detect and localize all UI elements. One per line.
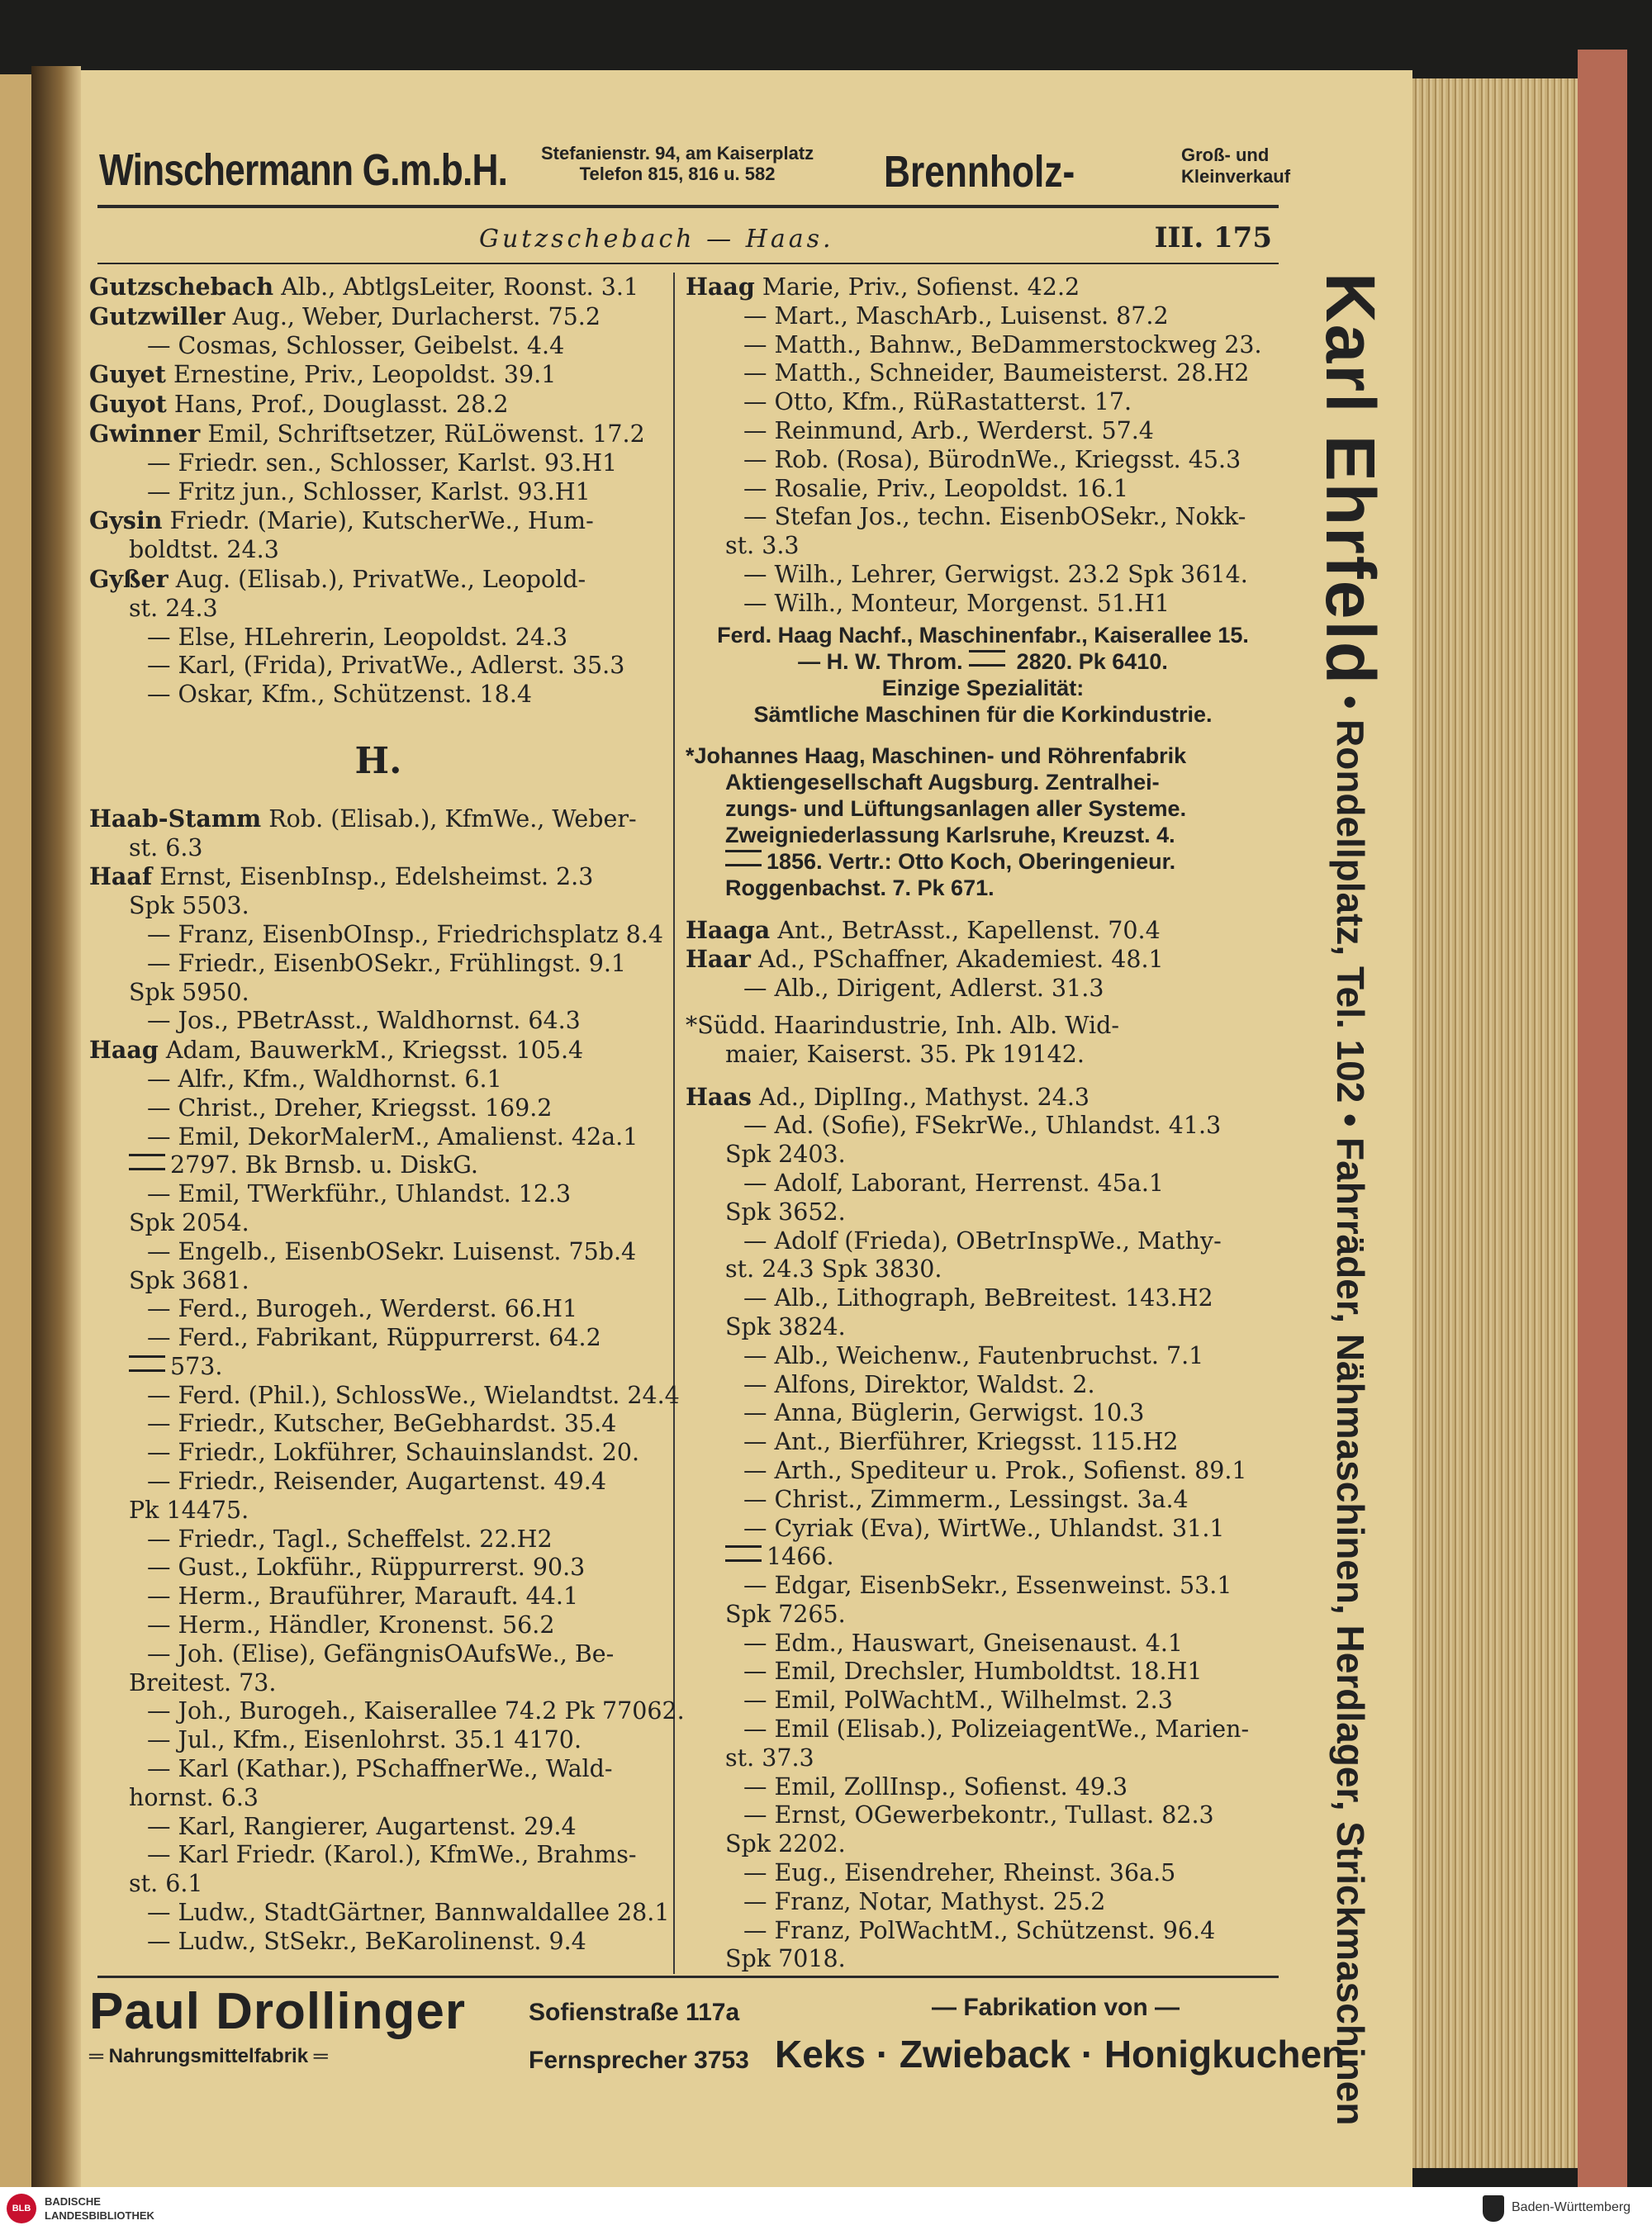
entry-text: — Emil, ZollInsp., Sofienst. 49.3	[743, 1772, 1128, 1801]
ad-haag-line2-name: — H. W. Throm.	[798, 648, 963, 674]
entry-text: — Friedr., Kutscher, BeGebhardst. 35.4	[147, 1410, 617, 1438]
entry-text: — Herm., Brauführer, Marauft. 44.1	[147, 1582, 579, 1611]
footer-ad	[89, 1982, 1346, 2081]
book-gutter	[31, 66, 81, 2205]
entry-text: — Ant., Bierführer, Kriegsst. 115.H2	[743, 1428, 1179, 1456]
telephone-icon	[129, 1154, 165, 1170]
directory-entry	[89, 1784, 667, 1813]
entry-surname: Gwinner	[89, 419, 201, 448]
directory-entry	[686, 1255, 1280, 1284]
page-edges	[1412, 78, 1578, 2168]
entry-text: — Joh. (Elise), GefängnisOAufsWe., Be-	[147, 1639, 615, 1668]
entry-text: — Alb., Lithograph, BeBreitest. 143.H2	[743, 1284, 1213, 1312]
directory-entry	[686, 331, 1280, 360]
entry-text: — Engelb., EisenbOSekr. Luisenst. 75b.4	[147, 1237, 637, 1265]
running-head	[99, 221, 1272, 261]
directory-entry	[89, 1611, 667, 1640]
directory-entry	[89, 1726, 667, 1755]
entry-text: st. 6.3	[129, 833, 203, 861]
directory-entry	[686, 359, 1280, 388]
directory-entry	[89, 1123, 667, 1152]
entry-text: st. 3.3	[725, 532, 800, 560]
entry-text: — Joh., Burogeh., Kaiserallee 74.2 Pk 77062.	[147, 1697, 685, 1725]
section-letter: H.	[354, 739, 402, 782]
entry-text: st. 37.3	[725, 1744, 814, 1772]
ad-johannes-line3: zungs- und Lüftungsanlagen aller Systeme.	[725, 795, 1187, 821]
ad-sudd-haarindustrie	[686, 1012, 1280, 1070]
entry-text: — Arth., Spediteur u. Prok., Sofienst. 89.1	[743, 1456, 1247, 1484]
entries-haag	[686, 273, 1280, 619]
directory-entry	[89, 652, 667, 681]
directory-entry	[686, 532, 1280, 561]
footer-fabrication: — Fabrikation von —	[932, 1994, 1180, 2021]
directory-entry	[89, 1267, 667, 1296]
entry-text: Spk 3681.	[129, 1266, 249, 1294]
header-product-sub1: Groß- und	[1181, 145, 1270, 165]
book-cover	[1578, 50, 1627, 2197]
directory-entry	[89, 273, 667, 302]
page-number: III. 175	[1154, 221, 1272, 254]
directory-entry	[89, 332, 667, 361]
entry-text: — Franz, Notar, Mathyst. 25.2	[743, 1887, 1106, 1915]
entry-text: Aug. (Elisab.), PrivatWe., Leopold-	[175, 565, 586, 593]
footer-rule	[97, 1976, 1279, 1978]
ad-sudd-line2: maier, Kaiserst. 35. Pk 19142.	[725, 1040, 1085, 1068]
entry-text: Aug., Weber, Durlacherst. 75.2	[232, 302, 601, 330]
entries-haas	[686, 1083, 1280, 1975]
footer-company: Paul Drollinger	[89, 1983, 466, 2040]
blb-label-line1: BADISCHE	[45, 2195, 101, 2208]
directory-entry	[686, 1342, 1280, 1371]
entry-text: Spk 3824.	[725, 1312, 846, 1340]
directory-entry	[89, 1697, 685, 1726]
ad-johannes-line6: Roggenbachst. 7. Pk 671.	[725, 875, 995, 900]
directory-entry	[686, 1227, 1280, 1256]
directory-entry	[89, 1295, 667, 1324]
entry-text: Marie, Priv., Sofienst. 42.2	[762, 273, 1080, 301]
entry-text: — Adolf, Laborant, Herrenst. 45a.1	[743, 1169, 1165, 1197]
directory-entry	[686, 1399, 1280, 1428]
directory-entry	[89, 1928, 667, 1957]
directory-entry	[686, 1744, 1280, 1773]
entry-text: — Gust., Lokführ., Rüppurrerst. 90.3	[147, 1554, 586, 1582]
ad-sudd-line1: *Südd. Haarindustrie, Inh. Alb. Wid-	[686, 1011, 1119, 1039]
entry-text: — Jos., PBetrAsst., Waldhornst. 64.3	[147, 1007, 581, 1035]
header-address-line1: Stefanienstr. 94, am Kaiserplatz	[541, 143, 814, 164]
entry-surname: Haag	[89, 1036, 159, 1065]
entry-text: — Jul., Kfm., Eisenlohrst. 35.1 4170.	[147, 1726, 582, 1754]
entry-text: — Rosalie, Priv., Leopoldst. 16.1	[743, 474, 1129, 502]
left-page-edge	[0, 74, 31, 2189]
entry-text: — Otto, Kfm., RüRastatterst. 17.	[743, 388, 1132, 416]
entry-text: — Alfr., Kfm., Waldhornst. 6.1	[147, 1065, 502, 1093]
entry-surname: Haab-Stamm	[89, 804, 262, 833]
entry-text: — Friedr., EisenbOSekr., Frühlingst. 9.1	[147, 949, 627, 977]
entry-text: — Cyriak (Eva), WirtWe., Uhlandst. 31.1	[743, 1514, 1225, 1542]
directory-entry	[686, 1630, 1280, 1658]
directory-entry	[89, 1525, 667, 1554]
directory-entry	[686, 561, 1280, 590]
bw-label: Baden-Württemberg	[1512, 2200, 1631, 2214]
entry-text: — Alfons, Direktor, Waldst. 2.	[743, 1370, 1095, 1398]
entry-text: Spk 2403.	[725, 1141, 846, 1169]
entry-text: Pk 14475.	[129, 1496, 249, 1524]
directory-entry	[89, 1439, 667, 1468]
directory-entry	[686, 1658, 1280, 1687]
entry-text: — Adolf (Frieda), OBetrInspWe., Mathy-	[743, 1226, 1222, 1255]
directory-entry	[89, 1813, 667, 1842]
directory-entry	[686, 1112, 1280, 1141]
entry-text: Ernst, EisenbInsp., Edelsheimst. 2.3	[159, 863, 594, 891]
directory-entry	[686, 503, 1280, 532]
entry-text: 573.	[170, 1352, 223, 1380]
entry-text: — Herm., Händler, Kronenst. 56.2	[147, 1611, 555, 1639]
entry-surname: Haaf	[89, 862, 153, 891]
left-column	[89, 273, 685, 1957]
entry-surname: Haag	[686, 273, 755, 301]
directory-entry	[686, 1486, 1280, 1515]
entry-surname: Gutzschebach	[89, 273, 274, 301]
entry-text: — Wilh., Lehrer, Gerwigst. 23.2 Spk 3614.	[743, 560, 1248, 588]
directory-entry	[686, 1859, 1280, 1888]
entry-text: — Stefan Jos., techn. EisenbOSekr., Nokk-	[743, 503, 1246, 531]
entry-text: — Oskar, Kfm., Schützenst. 18.4	[147, 681, 533, 709]
entry-text: — Ferd., Fabrikant, Rüppurrerst. 64.2	[147, 1324, 601, 1352]
directory-entry	[686, 1083, 1280, 1113]
telephone-icon	[129, 1355, 165, 1372]
entry-text: Spk 2054.	[129, 1208, 249, 1236]
directory-entry	[686, 1888, 1280, 1917]
footer-address: Sofienstraße 117a	[529, 1999, 740, 2026]
entry-text: — Edm., Hauswart, Gneisenaust. 4.1	[743, 1629, 1184, 1657]
entries-haaga-haar	[686, 916, 1280, 1004]
entry-text: st. 24.3 Spk 3830.	[725, 1255, 942, 1283]
entry-text: — Friedr., Tagl., Scheffelst. 22.H2	[147, 1525, 553, 1553]
ad-johannes-line5	[686, 848, 1280, 875]
ad-haag-line2	[686, 648, 1280, 675]
directory-entry	[89, 302, 667, 332]
directory-entry	[686, 1830, 1280, 1859]
entry-surname: Guyet	[89, 360, 166, 389]
directory-entry	[89, 565, 667, 595]
directory-entry	[686, 1945, 1280, 1974]
directory-entry	[89, 390, 667, 420]
directory-entry	[89, 536, 667, 565]
directory-entry	[686, 1428, 1280, 1457]
telephone-icon	[969, 650, 1005, 667]
side-ad-text	[1305, 273, 1396, 2126]
directory-entry	[686, 1284, 1280, 1313]
directory-entry	[89, 804, 667, 834]
ad-johannes-line4: Zweigniederlassung Karlsruhe, Kreuzst. 4.	[725, 822, 1175, 847]
ad-haag-nachf	[686, 622, 1280, 728]
entry-text: st. 6.1	[129, 1870, 203, 1898]
entry-surname: Gyßer	[89, 564, 169, 593]
directory-entry	[89, 950, 667, 979]
entry-text: — Alb., Weichenw., Fautenbruchst. 7.1	[743, 1341, 1204, 1369]
telephone-icon	[725, 850, 762, 866]
header-product-sub	[1181, 145, 1290, 187]
directory-entry	[686, 1543, 1280, 1572]
watermark-bar	[0, 2187, 1652, 2230]
entry-text: — Friedr., Reisender, Augartenst. 49.4	[147, 1468, 606, 1496]
directory-entry	[89, 1180, 667, 1209]
directory-entry	[89, 449, 667, 478]
directory-entry	[686, 945, 1280, 975]
footer-phone: Fernsprecher 3753	[529, 2047, 749, 2074]
directory-entry	[89, 1899, 670, 1928]
entry-text: — Friedr., Lokführer, Schauinslandst. 20.	[147, 1439, 640, 1467]
directory-entry	[89, 1381, 680, 1411]
entry-text: 1466.	[767, 1543, 834, 1571]
directory-entry	[89, 1094, 667, 1123]
directory-entry	[686, 388, 1280, 417]
directory-entry	[89, 681, 667, 709]
directory-entry	[89, 595, 667, 624]
directory-entry	[686, 1170, 1280, 1198]
entry-text: — Emil (Elisab.), PolizeiagentWe., Marien-	[743, 1715, 1250, 1744]
entries-h	[89, 804, 685, 1957]
entry-text: — Karl Friedr. (Karol.), KfmWe., Brahms-	[147, 1841, 637, 1869]
directory-entry	[89, 1640, 667, 1669]
entry-text: — Karl, (Frida), PrivatWe., Adlerst. 35.3	[147, 652, 625, 680]
directory-entry	[686, 1601, 1280, 1630]
entry-text: Ad., DiplIng., Mathyst. 24.3	[758, 1083, 1090, 1111]
entry-text: — Ferd., Burogeh., Werderst. 66.H1	[147, 1295, 578, 1323]
header-company: Winschermann G.m.b.H.	[99, 145, 508, 195]
entry-text: — Edgar, EisenbSekr., Essenweinst. 53.1	[743, 1572, 1232, 1600]
right-column	[686, 273, 1280, 1974]
directory-entry	[89, 1238, 667, 1267]
entry-text: Friedr. (Marie), KutscherWe., Hum-	[169, 507, 594, 535]
header-product: Brennholz-	[884, 147, 1075, 197]
side-ad-name: Karl Ehrfeld	[1312, 273, 1390, 686]
blb-label-line2: LANDESBIBLIOTHEK	[45, 2209, 154, 2222]
ad-johannes-haag	[686, 743, 1280, 901]
directory-entry	[686, 273, 1280, 302]
blb-logo-icon: BLB	[7, 2194, 36, 2223]
directory-entry	[89, 1870, 667, 1899]
directory-entry	[89, 979, 667, 1008]
entry-text: — Cosmas, Schlosser, Geibelst. 4.4	[147, 331, 565, 359]
entry-text: — Ludw., StadtGärtner, Bannwaldallee 28.1	[147, 1899, 670, 1927]
directory-entry	[89, 892, 667, 921]
entry-surname: Haas	[686, 1082, 752, 1111]
directory-entry	[89, 834, 667, 863]
directory-entry	[89, 1007, 667, 1036]
entries-g	[89, 273, 667, 709]
entry-text: — Emil, Drechsler, Humboldtst. 18.H1	[743, 1658, 1203, 1686]
running-head-rule	[97, 263, 1279, 264]
entry-surname: Gutzwiller	[89, 301, 225, 330]
side-ad-details: • Rondellplatz, Tel. 102 • Fahrräder, Nähmaschinen, Herdlager, Strickmaschinen	[1329, 695, 1372, 2126]
entry-text: — Emil, PolWachtM., Wilhelmst. 2.3	[743, 1687, 1173, 1715]
header-address	[541, 143, 814, 184]
entry-text: Breitest. 73.	[129, 1668, 277, 1696]
entry-surname: Gysin	[89, 506, 163, 535]
directory-entry	[686, 1313, 1280, 1342]
entry-text: Spk 5950.	[129, 978, 249, 1006]
ad-haag-line2-phone: 2820. Pk 6410.	[1016, 648, 1168, 674]
directory-entry	[89, 862, 667, 892]
entry-text: — Ferd. (Phil.), SchlossWe., Wielandtst. 24.4	[147, 1381, 680, 1409]
entry-text: Spk 7018.	[725, 1945, 846, 1973]
directory-entry	[686, 1457, 1280, 1486]
ad-haag-line1: Ferd. Haag Nachf., Maschinenfabr., Kaiserallee 15.	[717, 622, 1249, 648]
entry-surname: Haaga	[686, 915, 771, 944]
entry-text: Ant., BetrAsst., Kapellenst. 70.4	[777, 916, 1161, 944]
directory-entry	[89, 1468, 667, 1497]
directory-entry	[686, 1801, 1280, 1830]
ad-johannes-line5-text: 1856. Vertr.: Otto Koch, Oberingenieur.	[767, 848, 1176, 874]
entry-text: Spk 7265.	[725, 1600, 846, 1628]
header-product-sub2: Kleinverkauf	[1181, 166, 1291, 187]
directory-entry	[89, 478, 667, 507]
directory-entry	[686, 417, 1280, 446]
entry-text: boldtst. 24.3	[129, 536, 279, 564]
telephone-icon	[725, 1545, 762, 1562]
directory-entry	[89, 1497, 667, 1525]
entry-text: — Ad. (Sofie), FSekrWe., Uhlandst. 41.3	[743, 1112, 1222, 1140]
directory-entry	[686, 1371, 1280, 1400]
directory-entry	[686, 1572, 1280, 1601]
entry-text: — Anna, Büglerin, Gerwigst. 10.3	[743, 1399, 1145, 1427]
directory-entry	[89, 1582, 667, 1611]
directory-entry	[89, 420, 667, 449]
directory-entry	[686, 975, 1280, 1004]
directory-entry	[89, 1209, 667, 1238]
entry-surname: Haar	[686, 945, 751, 974]
header-address-line2: Telefon 815, 816 u. 582	[579, 164, 776, 184]
directory-entry	[89, 506, 667, 536]
footer-company-sub: ═ Nahrungsmittelfabrik ═	[89, 2045, 328, 2067]
entry-text: — Else, HLehrerin, Leopoldst. 24.3	[147, 623, 568, 651]
bw-coat-of-arms-icon	[1483, 2195, 1504, 2222]
directory-entry	[89, 1841, 667, 1870]
directory-entry	[686, 446, 1280, 475]
directory-entry	[89, 1669, 667, 1698]
entry-text: — Matth., Schneider, Baumeisterst. 28.H2	[743, 359, 1250, 387]
entry-text: — Karl, Rangierer, Augartenst. 29.4	[147, 1812, 577, 1840]
directory-entry	[89, 1353, 667, 1382]
directory-entry	[686, 302, 1280, 331]
entry-text: — Alb., Dirigent, Adlerst. 31.3	[743, 975, 1104, 1003]
directory-entry	[686, 1198, 1280, 1227]
entry-text: — Emil, DekorMalerM., Amalienst. 42a.1	[147, 1122, 638, 1151]
entry-text: — Eug., Eisendreher, Rheinst. 36a.5	[743, 1859, 1176, 1887]
entry-text: st. 24.3	[129, 594, 218, 622]
entry-text: — Emil, TWerkführ., Uhlandst. 12.3	[147, 1180, 572, 1208]
ad-johannes-line1: *Johannes Haag, Maschinen- und Röhrenfabrik	[686, 743, 1187, 768]
entry-text: Alb., AbtlgsLeiter, Roonst. 3.1	[281, 273, 639, 301]
entry-text: — Karl (Kathar.), PSchaffnerWe., Wald-	[147, 1755, 613, 1783]
directory-entry	[686, 1141, 1280, 1170]
entry-text: 2797. Bk Brnsb. u. DiskG.	[170, 1151, 478, 1179]
entry-text: Hans, Prof., Douglasst. 28.2	[173, 391, 509, 419]
entry-text: — Ludw., StSekr., BeKarolinenst. 9.4	[147, 1927, 586, 1955]
entry-text: — Christ., Zimmerm., Lessingst. 3a.4	[743, 1485, 1189, 1513]
entry-text: hornst. 6.3	[129, 1783, 259, 1811]
entry-text: — Franz, PolWachtM., Schützenst. 96.4	[743, 1916, 1216, 1944]
entry-text: Ad., PSchaffner, Akademiest. 48.1	[757, 946, 1164, 974]
ad-haag-line3: Einzige Spezialität:	[881, 675, 1085, 700]
entry-text: — Matth., Bahnw., BeDammerstockweg 23.	[743, 330, 1262, 358]
entry-text: Adam, BauwerkM., Kriegsst. 105.4	[165, 1037, 584, 1065]
directory-entry	[89, 1065, 667, 1094]
entry-text: — Mart., MaschArb., Luisenst. 87.2	[743, 301, 1169, 330]
entry-text: — Wilh., Monteur, Morgenst. 51.H1	[743, 589, 1170, 617]
entry-text: Spk 5503.	[129, 892, 249, 920]
entry-surname: Guyot	[89, 390, 167, 419]
directory-entry	[686, 590, 1280, 619]
directory-entry	[89, 1324, 667, 1353]
header-ad	[99, 136, 1291, 202]
directory-entry	[686, 475, 1280, 504]
entry-text: — Ernst, OGewerbekontr., Tullast. 82.3	[743, 1801, 1214, 1829]
directory-entry	[89, 1036, 667, 1065]
directory-entry	[686, 1773, 1280, 1802]
entry-text: — Fritz jun., Schlosser, Karlst. 93.H1	[147, 477, 591, 505]
entry-text: — Friedr. sen., Schlosser, Karlst. 93.H1	[147, 448, 618, 477]
entry-text: Ernestine, Priv., Leopoldst. 39.1	[173, 361, 557, 389]
entry-text: Rob. (Elisab.), KfmWe., Weber-	[268, 804, 637, 833]
footer-products: Keks · Zwieback · Honigkuchen	[775, 2033, 1346, 2076]
entry-text: — Rob. (Rosa), BürodnWe., Kriegsst. 45.3	[743, 445, 1241, 473]
directory-entry	[89, 624, 667, 652]
directory-entry	[89, 1755, 667, 1784]
entry-text: Emil, Schriftsetzer, RüLöwenst. 17.2	[207, 420, 645, 448]
entry-text: — Franz, EisenbOInsp., Friedrichsplatz 8.4	[147, 920, 663, 948]
running-title: Gutzschebach — Haas.	[479, 225, 834, 254]
side-ad	[1309, 273, 1400, 2126]
entry-text: Spk 2202.	[725, 1830, 846, 1858]
entry-text: Spk 3652.	[725, 1198, 846, 1226]
directory-entry	[89, 1554, 667, 1582]
blb-label	[45, 2194, 154, 2223]
directory-entry	[686, 1715, 1280, 1744]
directory-entry	[686, 916, 1280, 946]
directory-entry	[89, 1151, 667, 1180]
directory-entry	[686, 1515, 1280, 1544]
ad-johannes-line2: Aktiengesellschaft Augsburg. Zentralhei-	[725, 769, 1160, 795]
directory-entry	[89, 1410, 667, 1439]
directory-entry	[686, 1917, 1280, 1946]
directory-entry	[686, 1687, 1280, 1715]
entry-text: — Reinmund, Arb., Werderst. 57.4	[743, 416, 1154, 444]
directory-entry	[89, 921, 667, 950]
directory-entry	[89, 360, 667, 390]
ad-haag-line4: Sämtliche Maschinen für die Korkindustrie.	[753, 701, 1213, 727]
header-rule	[97, 205, 1279, 208]
entry-text: — Christ., Dreher, Kriegsst. 169.2	[147, 1094, 553, 1122]
